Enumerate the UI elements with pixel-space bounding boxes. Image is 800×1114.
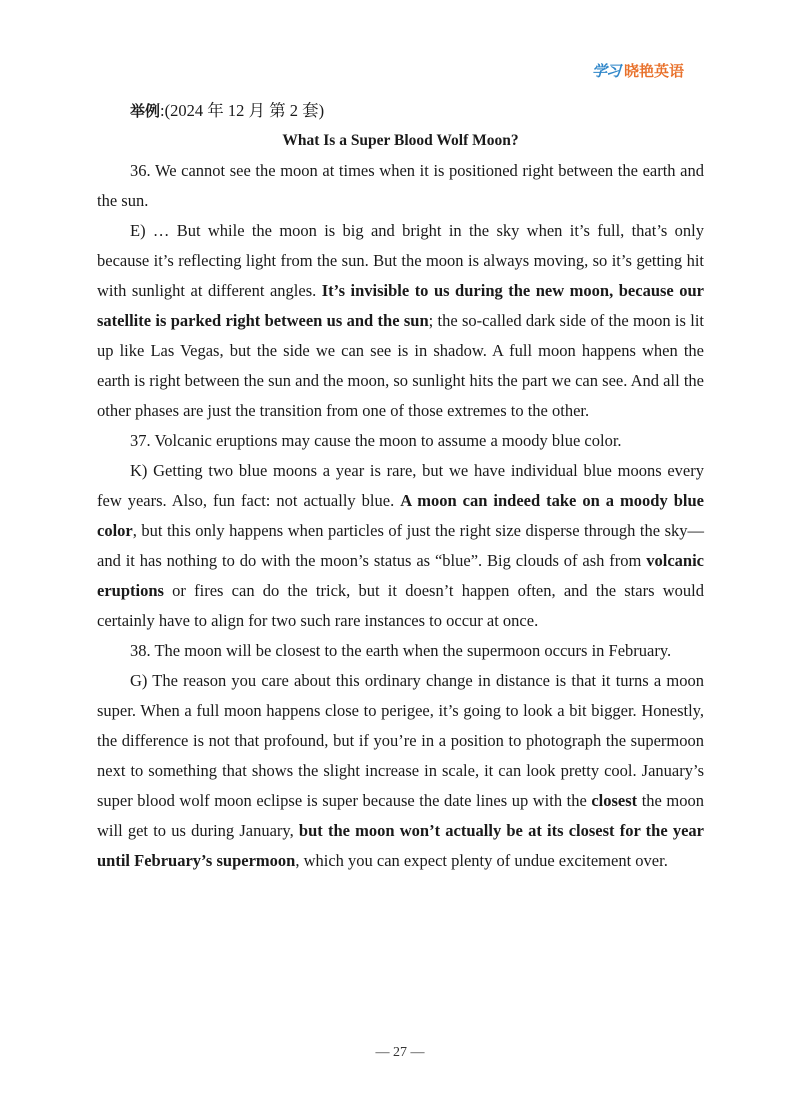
brand-logo	[592, 60, 684, 81]
passage-g: G) The reason you care about this ordinary change in distance is that it turns a moon super. When a full moon happens close to perigee, it’s going to look a bit bigger. Honestly, the difference is not that profound, but if you’re in a position to photograph the supermoon next to something that shows the slight increase in scale, it can look pretty cool. January’s super blood wolf moon eclipse is super because the date lines up with the closest the moon will get to us during January, but the moon won’t actually be at its closest for the year until February’s supermoon, which you can expect plenty of undue excitement over.	[97, 671, 705, 870]
document-body	[97, 96, 704, 876]
highlight-text: It’s invisible to us during the new moon, because our satellite is parked right between us and the sun	[97, 281, 705, 330]
passage-title: What Is a Super Blood Wolf Moon?	[282, 132, 519, 149]
passage-k: K) Getting two blue moons a year is rare, but we have individual blue moons every few years. Also, fun fact: not actually blue. A moon can indeed take on a moody blue color, but this only happens when particles of just the right size disperse through the sky—and it has nothing to do with the moon’s status as “blue”. Big clouds of ash from volcanic eruptions or fires can do the trick, but it doesn’t happen often, and the stars would certainly have to align for two such rare instances to occur at once.	[97, 461, 704, 630]
highlight-text: A moon can indeed take on a moody blue color	[97, 491, 704, 540]
passage-e: E) … But while the moon is big and bright in the sky when it’s full, that’s only because it’s reflecting light from the sun. But the moon is always moving, so it’s getting hit with sunlight at different angles. It’s invisible to us during the new moon, because our satellite is parked right between us and the sun; the so-called dark side of the moon is lit up like Las Vegas, but the side we can see is in shadow. A full moon happens when the earth is right between the sun and the moon, so sunlight hits the part we can see. And all the other phases are just the transition from one of those extremes to the other.	[97, 221, 705, 420]
highlight-text: volcanic eruptions	[97, 551, 704, 600]
statement-37: 37. Volcanic eruptions may cause the moon to assume a moody blue color.	[130, 431, 622, 450]
highlight-text: closest	[591, 791, 638, 810]
example-source: :(2024 年 12 月 第 2 套)	[160, 101, 325, 120]
logo-mark: 学习	[592, 62, 621, 80]
example-heading	[97, 96, 704, 126]
statement-36: 36. We cannot see the moon at times when it is positioned right between the earth and the sun.	[97, 161, 704, 210]
page-number: — 27 —	[375, 1045, 425, 1060]
statement-38: 38. The moon will be closest to the earth when the supermoon occurs in February.	[130, 641, 672, 660]
example-label: 举例	[130, 102, 161, 120]
logo-text: 晓艳英语	[624, 62, 685, 80]
highlight-text: but the moon won’t actually be at its closest for the year until February’s supermoon	[97, 821, 704, 870]
